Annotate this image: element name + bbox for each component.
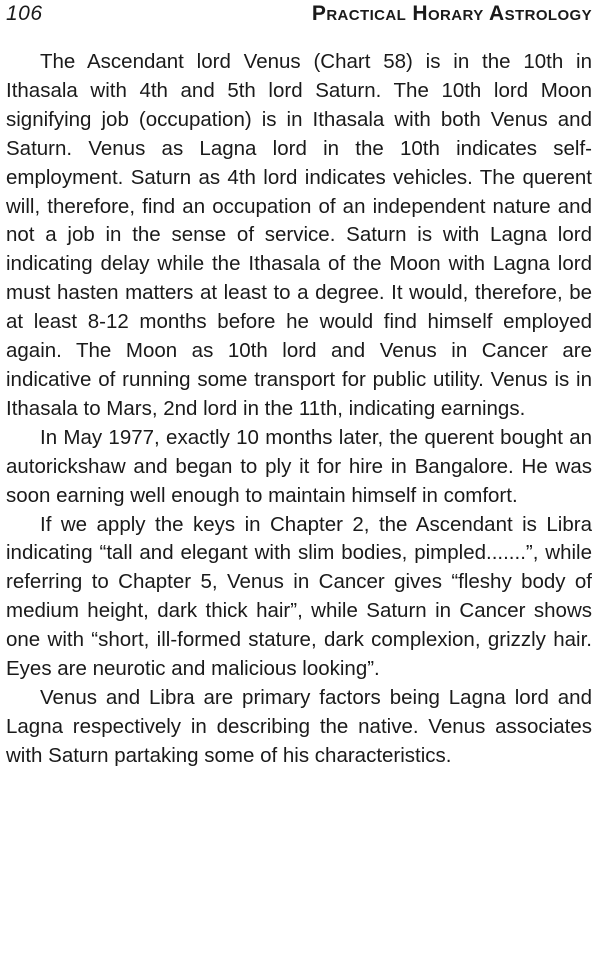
paragraph-primary-factors: Venus and Libra are primary factors being Lagna lord and Lagna respectively in describing the native. Venus associates with Saturn partaking some of his characteristics.: [6, 685, 592, 767]
paragraph-keys: If we apply the keys in Chapter 2, the Ascendant is Libra indicating “tall and elegant with slim bodies, pimpled.......”, while referring to Chapter 5, Venus in Cancer gives “fleshy body of medium height, dark thick hair”, while Saturn in Cancer shows one with “short, ill-formed stature, dark complexion, grizzly hair. Eyes are neurotic and malicious looking”.: [6, 512, 592, 681]
page-number: 106: [6, 2, 43, 25]
body-text: [6, 48, 592, 771]
paragraph-chart-analysis: The Ascendant lord Venus (Chart 58) is in the 10th in Ithasala with 4th and 5th lord Saturn. The 10th lord Moon signifying job (occupation) is in Ithasala with both Venus and Saturn. Venus as Lagna lord in the 10th indicates self-employment. Saturn as 4th lord indicates vehicles. The querent will, therefore, find an occupation of an independent nature and not a job in the sense of service. Saturn is with Lagna lord indicating delay while the Ithasala of the Moon with Lagna lord must hasten matters at least to a degree. It would, therefore, be at least 8-12 months before he would find himself employed again. The Moon as 10th lord and Venus in Cancer are indicative of running some transport for public utility. Venus is in Ithasala to Mars, 2nd lord in the 11th, indicating earnings.: [6, 50, 592, 420]
running-head: Practical Horary Astrology: [311, 2, 592, 25]
page-header: [6, 0, 592, 40]
paragraph-outcome: In May 1977, exactly 10 months later, the querent bought an autorickshaw and began to ply it for hire in Bangalore. He was soon earning well enough to maintain himself in comfort.: [6, 425, 592, 507]
